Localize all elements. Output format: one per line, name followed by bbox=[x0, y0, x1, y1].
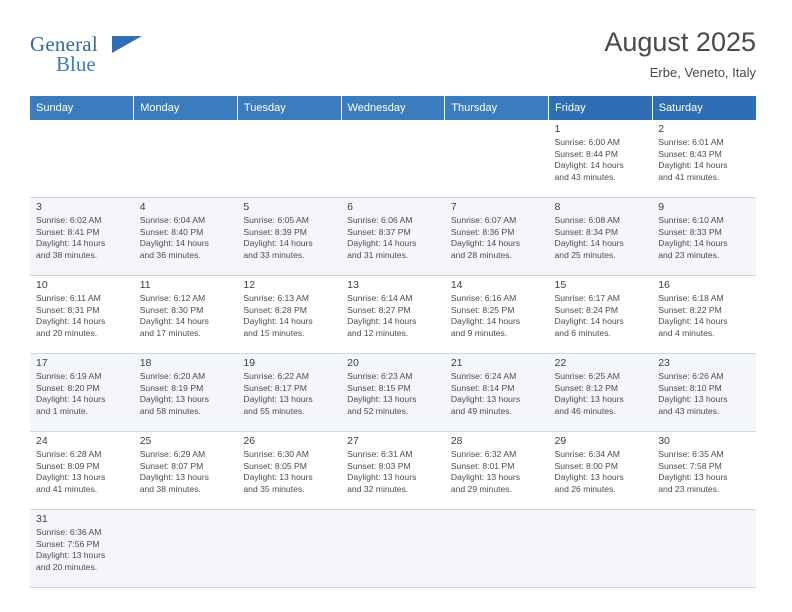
day-detail-line: Sunset: 8:00 PM bbox=[554, 460, 619, 471]
calendar-week-row bbox=[30, 198, 756, 276]
day-detail-line: Sunset: 8:25 PM bbox=[450, 304, 515, 315]
day-details bbox=[243, 449, 336, 495]
day-number: 8 bbox=[554, 201, 561, 213]
day-detail-line: Sunset: 8:30 PM bbox=[139, 304, 204, 315]
day-detail-line: Daylight: 13 hours bbox=[450, 472, 521, 483]
day-details bbox=[555, 137, 648, 183]
calendar-day-cell bbox=[30, 198, 134, 276]
calendar-day-empty bbox=[445, 510, 549, 588]
calendar-day-cell bbox=[445, 432, 549, 510]
calendar-day-cell bbox=[652, 276, 756, 354]
day-details bbox=[658, 449, 751, 495]
day-details bbox=[451, 371, 544, 417]
day-number: 23 bbox=[658, 357, 670, 369]
weekday-header-sunday: Sunday bbox=[30, 96, 134, 120]
calendar-day-cell bbox=[134, 276, 238, 354]
calendar-day-cell bbox=[30, 510, 134, 588]
day-detail-line: Sunset: 8:09 PM bbox=[36, 460, 100, 471]
day-number: 20 bbox=[347, 357, 359, 369]
calendar-day-empty bbox=[341, 510, 445, 588]
day-detail-line: Sunset: 7:56 PM bbox=[36, 538, 100, 549]
day-details bbox=[555, 293, 648, 339]
calendar-day-cell bbox=[134, 354, 238, 432]
day-detail-line: Daylight: 14 hours bbox=[450, 316, 521, 327]
day-number: 2 bbox=[658, 123, 665, 135]
day-detail-line: Daylight: 13 hours bbox=[139, 472, 209, 483]
day-detail-line: and 20 minutes. bbox=[36, 561, 98, 572]
calendar-day-empty bbox=[549, 510, 653, 588]
day-detail-line: Sunset: 8:10 PM bbox=[658, 382, 722, 393]
weekday-header-saturday: Saturday bbox=[652, 96, 756, 120]
title-block bbox=[604, 26, 756, 80]
calendar-day-empty bbox=[30, 120, 134, 198]
day-details bbox=[243, 215, 336, 261]
day-detail-line: Sunset: 8:27 PM bbox=[347, 304, 411, 315]
day-number: 16 bbox=[658, 279, 670, 291]
calendar-day-cell bbox=[341, 354, 445, 432]
day-number: 5 bbox=[243, 201, 250, 213]
day-detail-line: Daylight: 14 hours bbox=[139, 316, 209, 327]
day-number: 17 bbox=[36, 357, 48, 369]
day-details bbox=[555, 449, 648, 495]
day-number: 21 bbox=[450, 357, 463, 369]
day-detail-line: Daylight: 14 hours bbox=[658, 316, 728, 327]
day-detail-line: Sunset: 8:05 PM bbox=[243, 460, 307, 471]
day-detail-line: and 41 minutes. bbox=[36, 483, 98, 494]
day-details bbox=[658, 371, 751, 417]
day-detail-line: Daylight: 14 hours bbox=[554, 316, 624, 327]
day-detail-line: Sunrise: 6:12 AM bbox=[139, 293, 206, 303]
day-details bbox=[347, 371, 440, 417]
calendar-day-cell bbox=[30, 276, 134, 354]
calendar-day-cell bbox=[652, 354, 756, 432]
day-detail-line: and 23 minutes. bbox=[658, 249, 720, 260]
day-detail-line: and 58 minutes. bbox=[139, 405, 201, 416]
calendar-day-empty bbox=[237, 120, 341, 198]
day-details bbox=[555, 371, 648, 417]
day-details bbox=[658, 293, 751, 339]
day-number: 6 bbox=[347, 201, 353, 213]
day-detail-line: Sunrise: 6:30 AM bbox=[243, 449, 309, 459]
day-number: 7 bbox=[450, 201, 457, 213]
day-detail-line: Sunrise: 6:14 AM bbox=[347, 293, 413, 303]
day-detail-line: and 43 minutes. bbox=[658, 405, 720, 416]
day-detail-line: Sunrise: 6:26 AM bbox=[658, 371, 724, 381]
day-detail-line: Sunset: 8:31 PM bbox=[36, 304, 100, 315]
day-detail-line: Sunset: 8:28 PM bbox=[243, 304, 307, 315]
day-details bbox=[451, 215, 544, 261]
day-detail-line: Daylight: 13 hours bbox=[36, 550, 106, 561]
day-number: 30 bbox=[658, 435, 670, 447]
calendar-week-row bbox=[30, 510, 756, 588]
day-detail-line: Daylight: 13 hours bbox=[139, 394, 209, 405]
day-detail-line: Sunset: 8:01 PM bbox=[450, 460, 515, 471]
day-details bbox=[658, 137, 751, 183]
day-detail-line: Daylight: 13 hours bbox=[243, 394, 313, 405]
calendar-day-cell bbox=[237, 276, 341, 354]
calendar-day-cell bbox=[134, 198, 238, 276]
day-details bbox=[36, 371, 129, 417]
calendar-day-cell bbox=[652, 198, 756, 276]
calendar-day-cell bbox=[237, 198, 341, 276]
weekday-header-friday: Friday bbox=[549, 96, 653, 120]
day-detail-line: Sunrise: 6:06 AM bbox=[347, 215, 413, 225]
day-number: 22 bbox=[554, 357, 567, 369]
day-details bbox=[555, 215, 648, 261]
calendar-day-cell bbox=[549, 276, 653, 354]
day-number: 4 bbox=[139, 201, 146, 213]
day-detail-line: Sunrise: 6:08 AM bbox=[554, 215, 620, 225]
day-details bbox=[243, 371, 336, 417]
day-detail-line: Sunset: 8:39 PM bbox=[243, 226, 307, 237]
day-detail-line: Sunset: 8:17 PM bbox=[243, 382, 307, 393]
day-details bbox=[36, 293, 129, 339]
page-title: August 2025 bbox=[604, 27, 756, 57]
day-detail-line: and 15 minutes. bbox=[243, 327, 305, 338]
day-detail-line: Daylight: 14 hours bbox=[554, 238, 624, 249]
calendar-week-row bbox=[30, 432, 756, 510]
day-detail-line: Sunrise: 6:10 AM bbox=[658, 215, 724, 225]
day-number: 19 bbox=[243, 357, 256, 369]
calendar-table bbox=[30, 96, 756, 588]
day-number: 3 bbox=[36, 201, 42, 213]
calendar-day-cell bbox=[237, 432, 341, 510]
day-detail-line: Sunset: 8:19 PM bbox=[139, 382, 204, 393]
day-detail-line: Sunset: 8:14 PM bbox=[450, 382, 515, 393]
day-detail-line: Sunset: 8:24 PM bbox=[554, 304, 619, 315]
day-detail-line: and 31 minutes. bbox=[347, 249, 409, 260]
day-detail-line: Sunrise: 6:17 AM bbox=[554, 293, 620, 303]
day-detail-line: Daylight: 14 hours bbox=[243, 238, 313, 249]
weekday-header-monday: Monday bbox=[134, 96, 238, 120]
day-detail-line: Sunrise: 6:05 AM bbox=[243, 215, 309, 225]
day-details bbox=[140, 371, 233, 417]
calendar-week-row bbox=[30, 354, 756, 432]
day-detail-line: Daylight: 14 hours bbox=[139, 238, 209, 249]
day-detail-line: Sunrise: 6:35 AM bbox=[658, 449, 724, 459]
logo-text-blue: Blue bbox=[56, 52, 96, 76]
day-detail-line: and 17 minutes. bbox=[139, 327, 201, 338]
day-detail-line: Sunset: 8:44 PM bbox=[554, 148, 619, 159]
day-detail-line: Daylight: 14 hours bbox=[243, 316, 313, 327]
day-detail-line: and 43 minutes. bbox=[554, 171, 616, 182]
calendar-day-cell bbox=[652, 432, 756, 510]
day-detail-line: and 33 minutes. bbox=[243, 249, 305, 260]
calendar-day-empty bbox=[445, 120, 549, 198]
day-detail-line: Sunset: 8:07 PM bbox=[139, 460, 204, 471]
day-number: 12 bbox=[243, 279, 256, 291]
day-number: 18 bbox=[139, 357, 152, 369]
calendar-day-cell bbox=[30, 432, 134, 510]
day-detail-line: Sunrise: 6:18 AM bbox=[658, 293, 724, 303]
day-detail-line: Daylight: 14 hours bbox=[658, 160, 728, 171]
day-detail-line: Daylight: 13 hours bbox=[554, 472, 624, 483]
day-detail-line: Sunset: 8:34 PM bbox=[554, 226, 619, 237]
day-detail-line: Sunrise: 6:13 AM bbox=[243, 293, 309, 303]
day-number: 28 bbox=[450, 435, 463, 447]
day-detail-line: Sunrise: 6:32 AM bbox=[450, 449, 517, 459]
day-detail-line: Daylight: 13 hours bbox=[554, 394, 624, 405]
day-detail-line: Sunrise: 6:16 AM bbox=[450, 293, 517, 303]
day-detail-line: Sunrise: 6:07 AM bbox=[450, 215, 517, 225]
day-detail-line: and 12 minutes. bbox=[347, 327, 409, 338]
day-detail-line: Sunset: 8:22 PM bbox=[658, 304, 722, 315]
day-detail-line: Daylight: 13 hours bbox=[36, 472, 106, 483]
day-detail-line: Sunset: 8:40 PM bbox=[139, 226, 204, 237]
day-detail-line: Daylight: 14 hours bbox=[450, 238, 521, 249]
calendar-day-cell bbox=[549, 120, 653, 198]
day-number: 24 bbox=[36, 435, 48, 447]
calendar-day-cell bbox=[134, 432, 238, 510]
day-detail-line: Sunrise: 6:28 AM bbox=[36, 449, 102, 459]
day-detail-line: Sunrise: 6:01 AM bbox=[658, 137, 724, 147]
day-detail-line: Sunrise: 6:25 AM bbox=[554, 371, 620, 381]
day-details bbox=[140, 449, 233, 495]
day-detail-line: and 49 minutes. bbox=[450, 405, 512, 416]
day-detail-line: Sunrise: 6:04 AM bbox=[139, 215, 206, 225]
day-detail-line: Sunrise: 6:36 AM bbox=[36, 527, 102, 537]
day-detail-line: Sunset: 8:37 PM bbox=[347, 226, 411, 237]
weekday-header-thursday: Thursday bbox=[445, 96, 549, 120]
day-details bbox=[243, 293, 336, 339]
day-detail-line: Daylight: 14 hours bbox=[347, 238, 417, 249]
day-number: 1 bbox=[554, 123, 561, 135]
day-detail-line: and 25 minutes. bbox=[554, 249, 616, 260]
day-detail-line: and 1 minute. bbox=[36, 405, 89, 416]
calendar-day-empty bbox=[134, 510, 238, 588]
logo-text-general: General bbox=[30, 32, 98, 56]
day-detail-line: Sunset: 8:03 PM bbox=[347, 460, 411, 471]
calendar-day-cell bbox=[549, 198, 653, 276]
calendar-day-cell bbox=[445, 276, 549, 354]
day-detail-line: and 28 minutes. bbox=[450, 249, 512, 260]
day-details bbox=[347, 215, 440, 261]
day-detail-line: Daylight: 13 hours bbox=[347, 394, 417, 405]
day-number: 11 bbox=[139, 279, 151, 291]
day-detail-line: Sunrise: 6:11 AM bbox=[36, 293, 101, 303]
day-detail-line: Sunrise: 6:19 AM bbox=[36, 371, 102, 381]
day-detail-line: Daylight: 14 hours bbox=[554, 160, 624, 171]
day-detail-line: Daylight: 14 hours bbox=[36, 316, 106, 327]
page-header bbox=[30, 26, 756, 88]
calendar-day-cell bbox=[652, 120, 756, 198]
day-details bbox=[36, 215, 129, 261]
flag-icon bbox=[112, 36, 142, 53]
day-number: 13 bbox=[347, 279, 359, 291]
day-details bbox=[347, 449, 440, 495]
day-detail-line: Sunset: 8:36 PM bbox=[450, 226, 515, 237]
day-number: 10 bbox=[36, 279, 48, 291]
calendar-day-empty bbox=[341, 120, 445, 198]
day-detail-line: and 32 minutes. bbox=[347, 483, 409, 494]
day-details bbox=[140, 215, 233, 261]
day-detail-line: and 55 minutes. bbox=[243, 405, 305, 416]
day-detail-line: and 29 minutes. bbox=[450, 483, 512, 494]
calendar-day-cell bbox=[30, 354, 134, 432]
day-detail-line: and 46 minutes. bbox=[554, 405, 616, 416]
day-detail-line: Sunset: 8:43 PM bbox=[658, 148, 722, 159]
day-detail-line: and 38 minutes. bbox=[139, 483, 201, 494]
day-detail-line: Daylight: 13 hours bbox=[243, 472, 313, 483]
calendar-day-empty bbox=[652, 510, 756, 588]
day-detail-line: and 35 minutes. bbox=[243, 483, 305, 494]
day-detail-line: Daylight: 14 hours bbox=[347, 316, 417, 327]
day-detail-line: Sunset: 8:12 PM bbox=[554, 382, 619, 393]
day-detail-line: Sunset: 8:15 PM bbox=[347, 382, 411, 393]
day-detail-line: and 52 minutes. bbox=[347, 405, 409, 416]
calendar-day-cell bbox=[341, 276, 445, 354]
day-detail-line: Daylight: 14 hours bbox=[36, 238, 106, 249]
weekday-header-row bbox=[30, 96, 756, 120]
day-detail-line: Sunrise: 6:22 AM bbox=[243, 371, 309, 381]
day-detail-line: and 20 minutes. bbox=[36, 327, 98, 338]
day-detail-line: Sunrise: 6:34 AM bbox=[554, 449, 620, 459]
day-details bbox=[36, 527, 129, 573]
day-number: 27 bbox=[347, 435, 359, 447]
day-detail-line: Sunrise: 6:29 AM bbox=[139, 449, 206, 459]
day-detail-line: Sunset: 7:58 PM bbox=[658, 460, 722, 471]
weekday-header-wednesday: Wednesday bbox=[341, 96, 445, 120]
logo bbox=[30, 26, 150, 74]
calendar-day-cell bbox=[341, 198, 445, 276]
day-detail-line: Sunrise: 6:00 AM bbox=[554, 137, 620, 147]
day-detail-line: Sunset: 8:41 PM bbox=[36, 226, 100, 237]
day-detail-line: and 9 minutes. bbox=[450, 327, 508, 338]
day-detail-line: Sunrise: 6:02 AM bbox=[36, 215, 102, 225]
day-detail-line: Sunrise: 6:24 AM bbox=[450, 371, 517, 381]
day-details bbox=[347, 293, 440, 339]
day-detail-line: Sunrise: 6:31 AM bbox=[347, 449, 413, 459]
calendar-day-cell bbox=[237, 354, 341, 432]
day-details bbox=[658, 215, 751, 261]
day-number: 25 bbox=[139, 435, 152, 447]
day-detail-line: Daylight: 13 hours bbox=[658, 472, 728, 483]
day-detail-line: and 6 minutes. bbox=[554, 327, 611, 338]
day-number: 15 bbox=[554, 279, 567, 291]
day-detail-line: Daylight: 14 hours bbox=[658, 238, 728, 249]
day-detail-line: and 41 minutes. bbox=[658, 171, 720, 182]
calendar-week-row bbox=[30, 120, 756, 198]
day-detail-line: Sunrise: 6:23 AM bbox=[347, 371, 413, 381]
day-number: 31 bbox=[36, 513, 48, 525]
day-detail-line: and 38 minutes. bbox=[36, 249, 98, 260]
calendar-day-cell bbox=[341, 432, 445, 510]
day-details bbox=[140, 293, 233, 339]
day-number: 29 bbox=[554, 435, 567, 447]
day-number: 9 bbox=[658, 201, 665, 213]
calendar-week-row bbox=[30, 276, 756, 354]
weekday-header-tuesday: Tuesday bbox=[237, 96, 341, 120]
day-detail-line: Daylight: 13 hours bbox=[450, 394, 521, 405]
day-details bbox=[36, 449, 129, 495]
day-detail-line: Sunset: 8:20 PM bbox=[36, 382, 100, 393]
calendar-day-empty bbox=[237, 510, 341, 588]
day-detail-line: and 4 minutes. bbox=[658, 327, 715, 338]
day-detail-line: Sunrise: 6:20 AM bbox=[139, 371, 206, 381]
day-number: 14 bbox=[450, 279, 463, 291]
day-detail-line: Daylight: 13 hours bbox=[347, 472, 417, 483]
day-detail-line: Sunset: 8:33 PM bbox=[658, 226, 722, 237]
day-detail-line: Daylight: 13 hours bbox=[658, 394, 728, 405]
day-detail-line: and 26 minutes. bbox=[554, 483, 616, 494]
calendar-day-cell bbox=[549, 432, 653, 510]
calendar-day-cell bbox=[445, 198, 549, 276]
day-details bbox=[451, 449, 544, 495]
calendar-day-cell bbox=[445, 354, 549, 432]
calendar-day-cell bbox=[549, 354, 653, 432]
day-details bbox=[451, 293, 544, 339]
location-subtitle: Erbe, Veneto, Italy bbox=[649, 65, 756, 80]
calendar-day-empty bbox=[134, 120, 238, 198]
day-detail-line: and 36 minutes. bbox=[139, 249, 201, 260]
day-number: 26 bbox=[243, 435, 256, 447]
day-detail-line: Daylight: 14 hours bbox=[36, 394, 106, 405]
day-detail-line: and 23 minutes. bbox=[658, 483, 720, 494]
